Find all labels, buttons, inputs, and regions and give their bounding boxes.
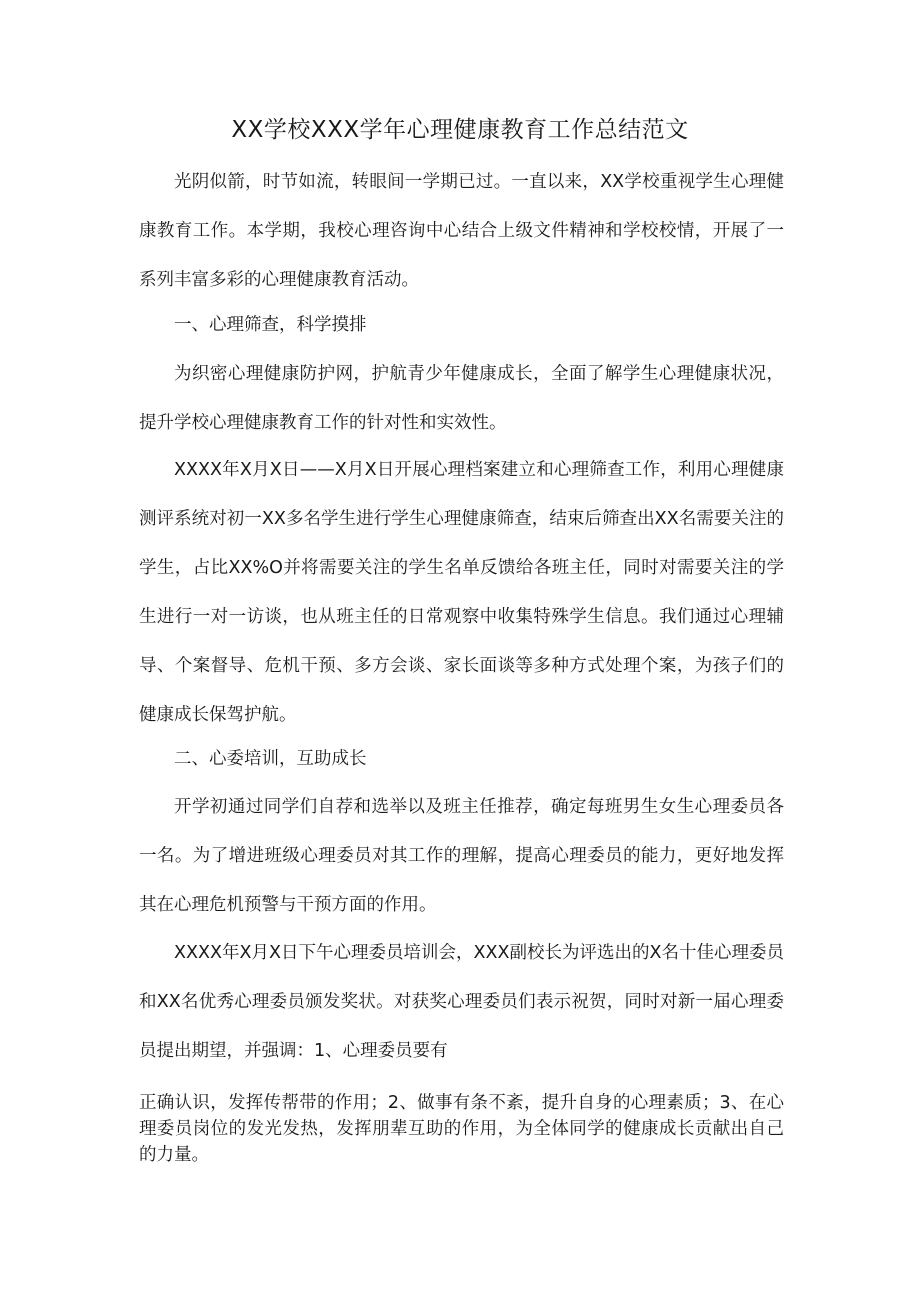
section-heading-2: 二、心委培训，互助成长 [174,749,367,769]
section-2-paragraph-1: 开学初通过同学们自荐和选举以及班主任推荐，确定每班男生女生心理委员各一名。为了增进班级心理委员对其工作的理解，提高心理委员的能力，更好地发挥其在心理危机预警与干预方面的作用。 [139,797,784,915]
document-title: XX学校XXX学年心理健康教育工作总结范文 [231,117,689,143]
intro-paragraph: 光阴似箭，时节如流，转眼间一学期已过。一直以来，XX学校重视学生心理健康教育工作。本学期，我校心理咨询中心结合上级文件精神和学校校情，开展了一系列丰富多彩的心理健康教育活动。 [139,172,784,290]
section-1-paragraph-2: XXXX年X月X日——X月X日开展心理档案建立和心理筛查工作，利用心理健康测评系统对初一XX多名学生进行学生心理健康筛查，结束后筛查出XX名需要关注的学生，占比XX%O并将需要关注的学生名单反馈给各班主任，同时对需要关注的学生进行一对一访谈，也从班主任的日常观察中收集特殊学生信息。我们通过心理辅导、个案督导、危机干预、多方会谈、家长面谈等多种方式处理个案，为孩子们的健康成长保驾护航。 [139,460,784,725]
section-2-paragraph-2: XXXX年X月X日下午心理委员培训会，XXX副校长为评选出的X名十佳心理委员和XX名优秀心理委员颁发奖状。对获奖心理委员们表示祝贺，同时对新一届心理委员提出期望，并强调：1、心理委员要有 [139,943,784,1061]
section-heading-1: 一、心理筛查，科学摸排 [174,315,367,335]
section-1-paragraph-1: 为织密心理健康防护网，护航青少年健康成长，全面了解学生心理健康状况，提升学校心理健康教育工作的针对性和实效性。 [139,364,784,433]
section-2-paragraph-3: 正确认识，发挥传帮带的作用；2、做事有条不紊，提升自身的心理素质；3、在心理委员岗位的发光发热，发挥朋辈互助的作用，为全体同学的健康成长贡献出自己的力量。 [139,1093,784,1165]
